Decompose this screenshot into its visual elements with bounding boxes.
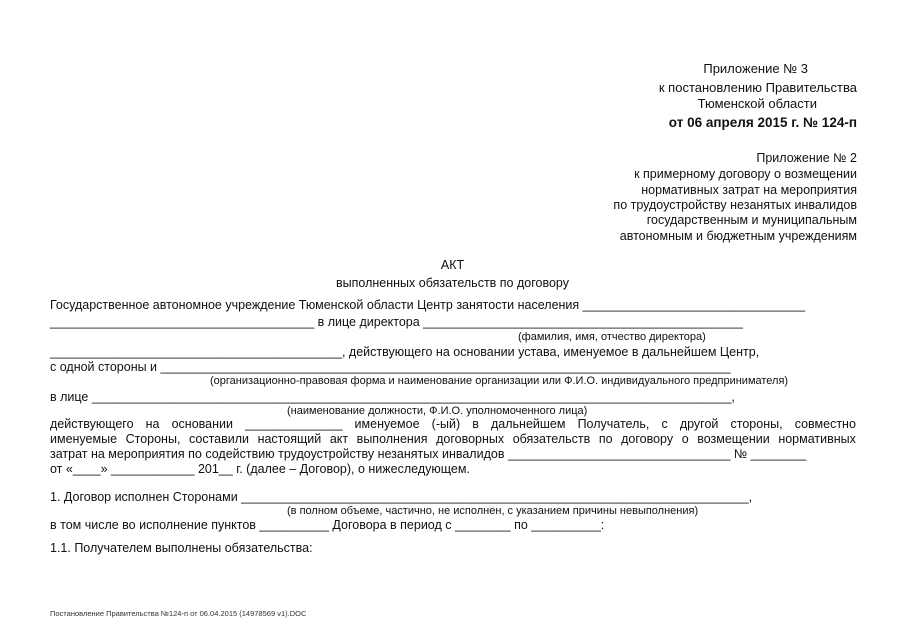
word: по — [598, 432, 613, 446]
appendix2-line: к примерному договору о возмещении — [634, 167, 857, 181]
word: ______________ — [245, 417, 343, 431]
body-line-8: затрат на мероприятия по содействию трудоустройству незанятых инвалидов ________________________________ № ________ — [50, 447, 807, 461]
body-line-5: в лице ____________________________________________________________________________________________, — [50, 390, 735, 404]
hint-director: (фамилия, имя, отчество директора) — [518, 331, 706, 343]
appendix2-line: нормативных затрат на мероприятия — [641, 183, 857, 197]
word: (-ый) — [431, 417, 461, 431]
word: о — [681, 432, 689, 446]
body-line-6 — [50, 417, 856, 431]
word: действующего — [50, 417, 134, 431]
word: составили — [188, 432, 250, 446]
word: основании — [171, 417, 233, 431]
word: акт — [329, 432, 349, 446]
word: на — [145, 417, 160, 431]
word: с — [661, 417, 668, 431]
word: именуемое — [354, 417, 420, 431]
word: стороны, — [730, 417, 783, 431]
body-line-9: от «____» ____________ 201__ г. (далее – Договор), о нижеследующем. — [50, 462, 470, 476]
body-line-2: ______________________________________ в лице директора ______________________________________________ — [50, 315, 743, 329]
body-line-1: Государственное автономное учреждение Тюменской области Центр занятости населения ________________________________ — [50, 298, 806, 312]
word: договору — [621, 432, 674, 446]
appendix2-line: по трудоустройству незанятых инвалидов — [613, 198, 857, 212]
appendix2-title: Приложение № 2 — [756, 151, 857, 165]
hint-fulfillment: (в полном объеме, частично, не исполнен, с указанием причины невыполнения) — [287, 505, 699, 517]
hint-organization: (организационно-правовая форма и наименование организации или Ф.И.О. индивидуального предпринимателя) — [210, 375, 789, 387]
body-line-4: с одной стороны и __________________________________________________________________________________ — [50, 360, 731, 374]
paragraph-1-1: 1.1. Получателем выполнены обязательства: — [50, 541, 313, 555]
word: возмещении — [697, 432, 770, 446]
appendix2-line: автономным и бюджетным учреждениям — [619, 229, 857, 243]
appendix3-title: Приложение № 3 — [703, 61, 808, 76]
word: договорных — [436, 432, 505, 446]
paragraph-1: 1. Договор исполнен Сторонами _________________________________________________________________________, — [50, 490, 753, 504]
word: именуемые — [50, 432, 118, 446]
word: настоящий — [257, 432, 322, 446]
hint-representative: (наименование должности, Ф.И.О. уполномоченного лица) — [287, 405, 588, 417]
body-line-3: __________________________________________, действующего на основании устава, именуемое в дальнейшем Центр, — [50, 345, 760, 359]
word: Стороны, — [125, 432, 181, 446]
appendix3-line1: к постановлению Правительства — [658, 80, 857, 95]
appendix3-line2: Тюменской области — [697, 96, 817, 111]
word: нормативных — [778, 432, 856, 446]
appendix3-line3: от 06 апреля 2015 г. № 124-п — [668, 115, 857, 130]
word: выполнения — [356, 432, 428, 446]
word: в — [472, 417, 479, 431]
word: Получатель, — [577, 417, 650, 431]
word: обязательств — [512, 432, 591, 446]
paragraph-1-clauses: в том числе во исполнение пунктов __________ Договора в период с ________ по __________: — [50, 518, 605, 532]
appendix2-line: государственным и муниципальным — [646, 213, 857, 227]
word: дальнейшем — [490, 417, 566, 431]
word: другой — [679, 417, 719, 431]
footer-filename: Постановление Правительства №124-п от 06.04.2015 (14978569 v1).DOC — [50, 609, 307, 618]
word: совместно — [794, 417, 856, 431]
act-subtitle: выполненных обязательств по договору — [336, 276, 569, 290]
act-title: АКТ — [440, 258, 465, 272]
body-line-7 — [50, 432, 856, 446]
